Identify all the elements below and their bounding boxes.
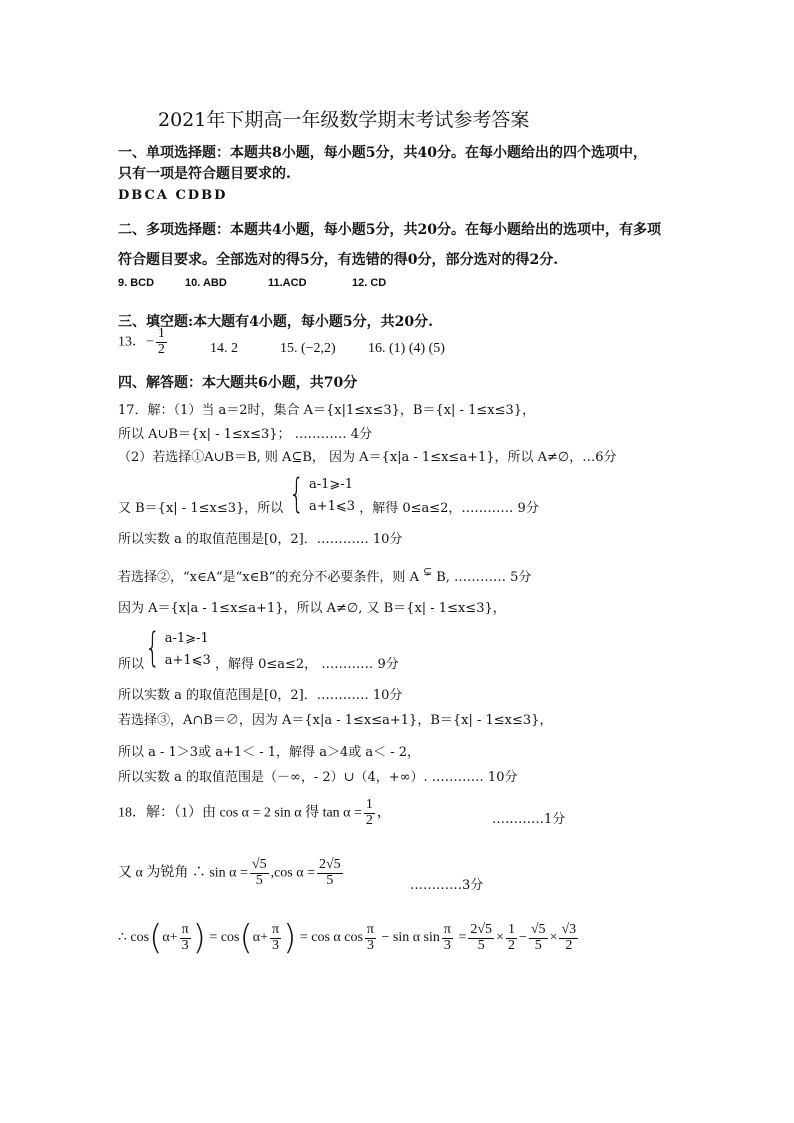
q18-cos-2: cos	[220, 930, 240, 946]
q18-expansion: = cos α cos	[299, 930, 363, 946]
q13-answer	[118, 327, 169, 357]
right-paren-1: )	[192, 918, 206, 958]
q17-line12: 所以实数 a 的取值范围是（－∞，- 2）∪（4，+∞）. ………… 10分	[118, 770, 518, 785]
half-numerator: 1	[507, 921, 515, 937]
half-denominator: 2	[507, 937, 515, 953]
q17-line9: 所以实数 a 的取值范围是[0，2]．………… 10分	[118, 688, 403, 703]
pi-numerator-3: π	[366, 921, 374, 937]
section2-answer-12: 12. CD	[352, 277, 387, 289]
system1-ineq2: a+1⩽3	[309, 499, 356, 514]
q18-alpha-plus-2: α+	[252, 930, 268, 946]
q18-eq-1: =	[209, 930, 218, 946]
q18-line2	[118, 858, 345, 888]
q18-minus-sin: − sin α sin	[381, 930, 440, 946]
q17-line3: （2）若选择①A∪B＝B, 则 A⊆B， 因为 A＝{x|a - 1≤x≤a+1}，所以 A≠∅，…6分	[118, 450, 617, 465]
pi-denominator-1: 3	[181, 937, 189, 953]
q13-numerator: 1	[157, 326, 165, 341]
system1-brace: {	[289, 471, 305, 517]
q14-answer: 14. 2	[210, 341, 238, 356]
q17-line7: 因为 A＝{x|a - 1≤x≤a+1}，所以 A≠∅, 又 B＝{x| - 1≤x≤3}，	[118, 601, 506, 616]
q18-times-1: ×	[496, 930, 504, 946]
q17-line6	[118, 566, 531, 585]
pi-over-3-fraction-1	[180, 923, 191, 953]
section3-heading: 三、填空题:本大题有4小题，每小题5分，共20分.	[118, 314, 434, 330]
q17-line1: 17．解：（1）当 a＝2时，集合 A＝{x|1≤x≤3}，B＝{x| - 1≤x≤3}，	[118, 403, 536, 418]
q13-label: 13．−	[118, 334, 154, 350]
system2-brace: {	[145, 625, 161, 671]
q17-line8	[118, 625, 399, 672]
pi-numerator-2: π	[272, 921, 280, 937]
pi-denominator-2: 3	[272, 937, 280, 953]
two-root5-denominator: 5	[477, 937, 485, 953]
sin-denominator: 5	[255, 872, 263, 888]
q18-line3-therefore: ∴ cos	[118, 930, 150, 946]
q18-eq-2: =	[458, 930, 467, 946]
q17-line5: 所以实数 a 的取值范围是[0，2]．………… 10分	[118, 532, 403, 547]
section2-heading-line2: 符合题目要求。全部选对的得5分，有选错的得0分，部分选对的得2分.	[118, 252, 559, 268]
section2-answer-9: 9. BCD	[118, 277, 155, 289]
root5-over5-fraction	[529, 923, 548, 953]
right-paren-2: )	[283, 918, 297, 958]
q18-times-2: ×	[549, 930, 558, 946]
pi-over-3-fraction-4	[442, 923, 453, 953]
q18-line2-mid: ,cos α =	[270, 865, 315, 881]
cos-numerator: 2√5	[319, 857, 341, 872]
root3-numerator: √3	[561, 921, 577, 937]
section4-heading: 四、解答题：本大题共6小题，共70分	[118, 375, 358, 391]
q18-line1: 18．解：（1）由 cos α = 2 sin α 得 tan α = $\frac{1}{2}$ ，	[118, 797, 391, 828]
two-root5-numerator: 2√5	[470, 921, 493, 937]
tan-numerator: 1	[365, 797, 373, 812]
q17-line8-text: 所以	[118, 657, 145, 672]
q18-line1-text: 18．解：（1）由 cos α = 2 sin α 得 tan α =	[118, 805, 362, 821]
root5-numerator: √5	[530, 921, 546, 937]
root3-denominator: 2	[565, 937, 573, 953]
system1-ineq1: a-1⩾-1	[309, 477, 353, 492]
q13-fraction	[156, 327, 167, 357]
tan-fraction	[364, 798, 375, 828]
cos-denominator: 5	[326, 872, 334, 888]
system2-ineq1: a-1⩾-1	[164, 631, 209, 646]
left-paren-1: (	[149, 918, 163, 958]
q18-alpha-plus-1: α+	[162, 930, 178, 946]
system2	[165, 628, 211, 672]
half-fraction	[506, 923, 517, 953]
page-title: 2021年下期高一年级数学期末考试参考答案	[158, 109, 530, 131]
q13-denominator: 2	[157, 341, 165, 357]
q18-line2-score: …………3分	[410, 878, 484, 893]
section1-answers: DBCA CDBD	[118, 188, 228, 203]
q17-line6-text: 若选择②，“x∈A“是“x∈B”的充分不必要条件，则 A	[118, 570, 419, 585]
proper-subset-symbol: ⊊	[422, 565, 433, 578]
q16-answer: 16. (1) (4) (5)	[368, 341, 445, 356]
section2-answer-11: 11.ACD	[268, 277, 307, 289]
pi-denominator-3: 3	[366, 937, 374, 953]
section2-answer-10: 10. ABD	[185, 277, 227, 289]
q18-minus-2: −	[518, 930, 527, 946]
left-paren-2: (	[239, 918, 253, 958]
q18-line2-text: 又 α 为锐角 ∴ sin α =	[118, 865, 248, 881]
q17-line6-tail: B, ………… 5分	[436, 570, 532, 585]
section2-heading-line1: 二、多项选择题：本题共4小题，每小题5分，共20分。在每小题给出的选项中，有多项	[118, 222, 661, 238]
q18-line3	[118, 918, 580, 958]
q15-answer: 15. (−2,2)	[280, 341, 336, 356]
q17-line4-text: 又 B＝{x| - 1≤x≤3}，所以	[118, 501, 284, 516]
system2-ineq2: a+1⩽3	[164, 653, 211, 668]
q17-line11: 所以 a - 1＞3或 a+1＜ - 1，解得 a＞4或 a＜ - 2，	[118, 745, 421, 760]
pi-numerator-4: π	[443, 921, 451, 937]
sin-numerator: √5	[251, 857, 267, 872]
system1	[309, 474, 355, 518]
q17-line2: 所以 A∪B＝{x| - 1≤x≤3}； ………… 4分	[118, 427, 373, 442]
pi-over-3-fraction-3	[365, 923, 376, 953]
pi-denominator-4: 3	[443, 937, 451, 953]
q18-line1-score: …………1分	[492, 812, 566, 827]
q17-line4-tail: ，解得 0≤a≤2，………… 9分	[359, 501, 539, 516]
pi-over-3-fraction-2	[270, 923, 281, 953]
q17-line4	[118, 471, 539, 518]
pi-numerator-1: π	[181, 921, 189, 937]
root3-over2-fraction	[559, 923, 578, 953]
root5-denominator: 5	[534, 937, 542, 953]
section1-heading-line2: 只有一项是符合题目要求的.	[118, 166, 291, 182]
two-root5-over5-fraction	[468, 923, 494, 953]
tan-denominator: 2	[365, 812, 373, 828]
sin-fraction	[250, 858, 269, 888]
section1-heading-line1: 一、单项选择题：本题共8小题，每小题5分，共40分。在每小题给出的四个选项中，	[118, 145, 647, 161]
q17-line8-tail: ，解得 0≤a≤2， ………… 9分	[214, 657, 399, 672]
cos-fraction	[317, 858, 343, 888]
q17-line10: 若选择③，A∩B＝∅，因为 A＝{x|a - 1≤x≤a+1}，B＝{x| - 1≤x≤3}，	[118, 713, 553, 728]
